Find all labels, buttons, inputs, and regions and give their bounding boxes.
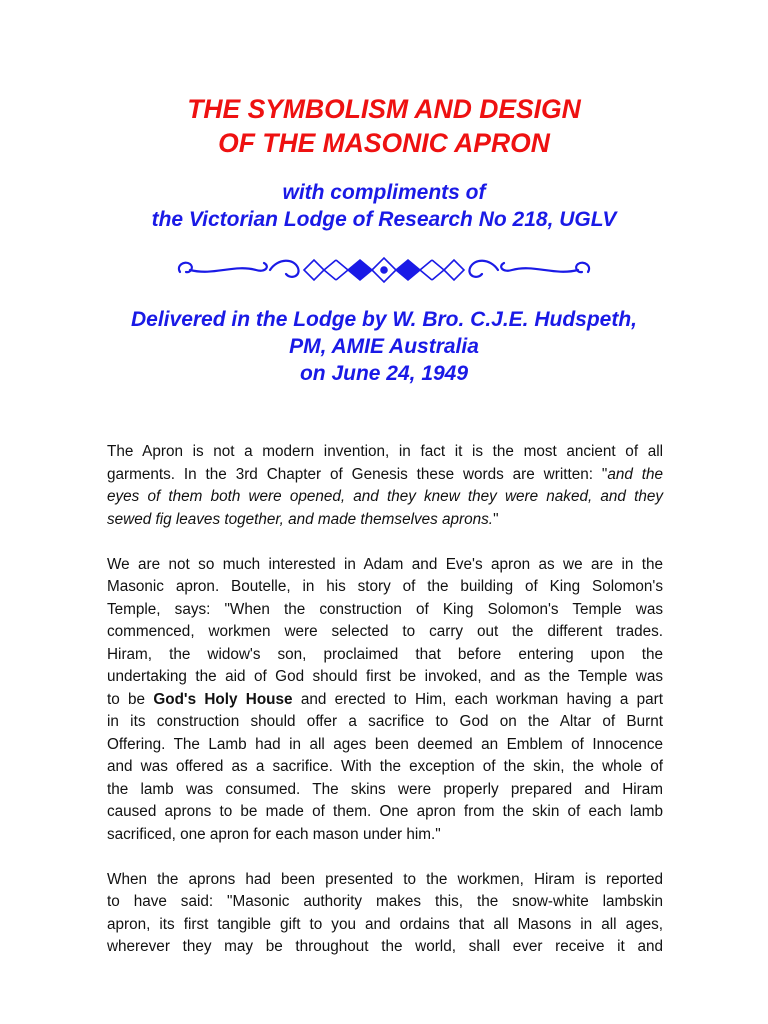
paragraph-3-line-2: to have said: "Masonic authority makes this, the snow-white lambskin (107, 893, 663, 910)
paragraph-2-line-4: commenced, workmen were selected to carry out the different trades. (107, 623, 663, 640)
paragraph-1-line-4 (107, 509, 663, 532)
paragraph-1-line-1: The Apron is not a modern invention, in fact it is the most ancient of all (107, 443, 663, 460)
delivery-line-2: PM, AMIE Australia (289, 335, 479, 358)
paragraph-2-line-8: in its construction should offer a sacrifice to God on the Altar of Burnt (107, 713, 663, 730)
paragraph-3 (107, 869, 663, 959)
paragraph-2-line-9: Offering. The Lamb had in all ages been deemed an Emblem of Innocence (107, 735, 663, 753)
paragraph-2-line-6: undertaking the aid of God should first be invoked, and as the Temple was (107, 668, 663, 685)
text-span: and erected to Him, each workman having a part (292, 690, 663, 708)
paragraph-3-line-4: wherever they may be throughout the world, shall ever receive it and (107, 938, 663, 955)
paragraph-2-line-10: and was offered as a sacrifice. With the exception of the skin, the whole of (107, 758, 663, 775)
paragraph-2-line-13: sacrificed, one apron for each mason under him." (107, 825, 441, 843)
dedication (0, 179, 768, 233)
delivery-line-1: Delivered in the Lodge by W. Bro. C.J.E. Hudspeth, (131, 308, 637, 331)
dedication-line-1: with compliments of (282, 181, 486, 204)
text-span: " (493, 510, 499, 528)
paragraph-2-line-12: caused aprons to be made of them. One apron from the skin of each lamb (107, 803, 663, 820)
paragraph-2-line-2: Masonic apron. Boutelle, in his story of the building of King Solomon's (107, 578, 663, 595)
title-line-1: THE SYMBOLISM AND DESIGN (187, 94, 581, 124)
body-text (107, 441, 663, 981)
paragraph-2-line-1: We are not so much interested in Adam and Eve's apron as we are in the (107, 555, 663, 573)
quote-italic: and the (607, 465, 663, 483)
scroll-flourish-divider-icon (174, 252, 594, 288)
paragraph-3-line-3: apron, its first tangible gift to you and ordains that all Masons in all ages, (107, 915, 663, 933)
dedication-line-2: the Victorian Lodge of Research No 218, UGLV (151, 208, 617, 231)
paragraph-2-line-5: Hiram, the widow's son, proclaimed that before entering upon the (107, 645, 663, 663)
text-span: garments. In the 3rd Chapter of Genesis these words are written: " (107, 465, 608, 483)
paragraph-1 (107, 441, 663, 531)
paragraph-2 (107, 554, 663, 847)
paragraph-2-line-11: the lamb was consumed. The skins were properly prepared and Hiram (107, 780, 663, 798)
text-span: to be (107, 690, 154, 708)
paragraph-3-line-1: When the aprons had been presented to the workmen, Hiram is reported (107, 870, 663, 888)
emphasis-bold: God's Holy House (153, 690, 293, 708)
paragraph-2-line-7 (107, 689, 663, 712)
quote-italic: eyes of them both were opened, and they knew they were naked, and they (107, 488, 663, 505)
delivery-line-3: on June 24, 1949 (299, 362, 469, 385)
title-line-2: OF THE MASONIC APRON (218, 128, 550, 158)
document-title (0, 92, 768, 160)
paragraph-1-line-2 (107, 464, 663, 487)
paragraph-1-line-3 (107, 486, 663, 509)
delivery-credit (0, 306, 768, 387)
paragraph-2-line-3: Temple, says: "When the construction of King Solomon's Temple was (107, 600, 663, 618)
quote-italic: sewed fig leaves together, and made themselves aprons. (107, 510, 494, 528)
